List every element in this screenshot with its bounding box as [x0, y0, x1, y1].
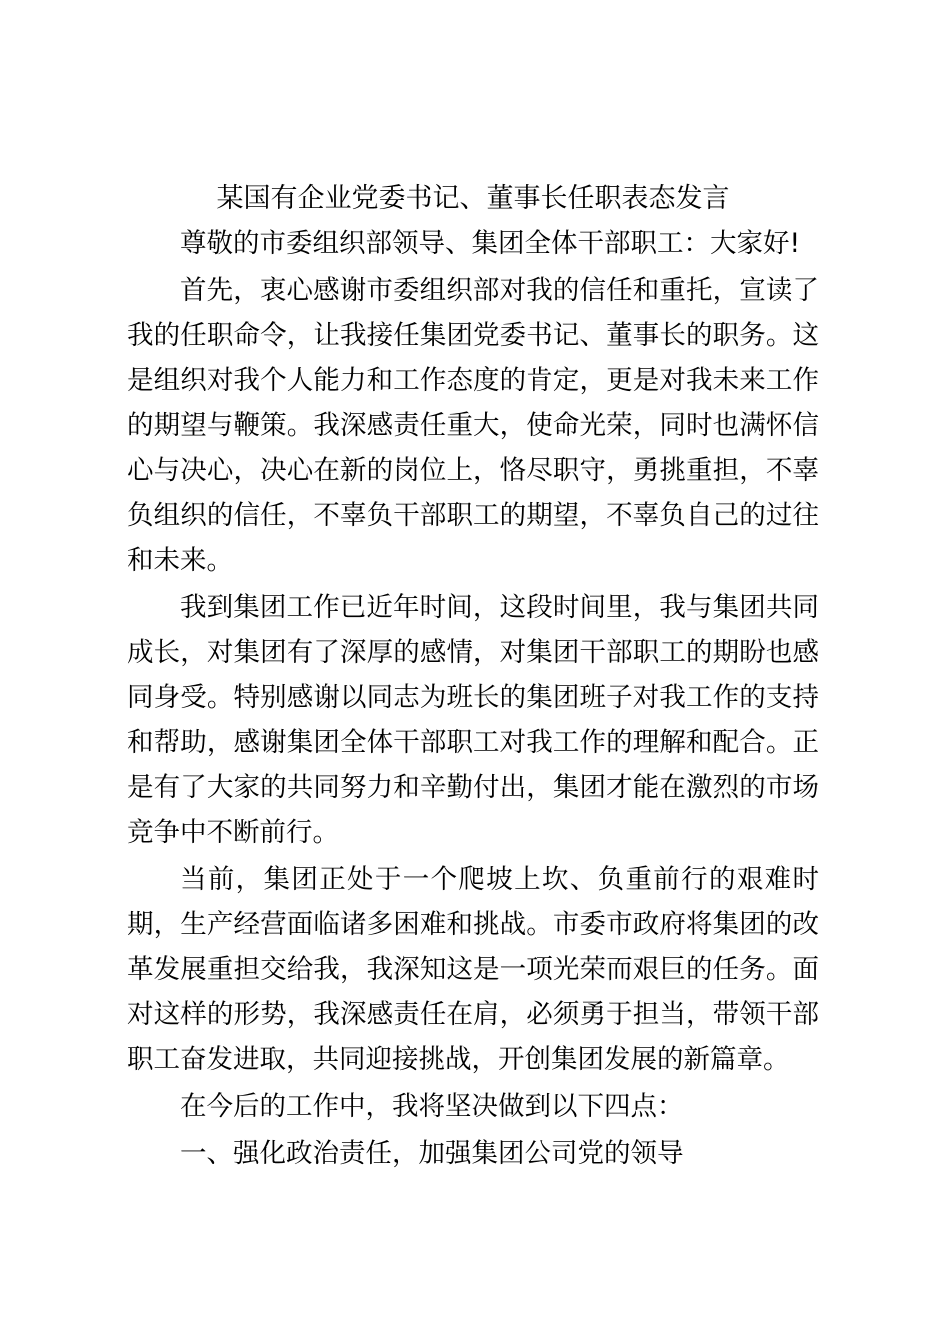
- document-body: [127, 176, 819, 1176]
- paragraph-current-situation: 当前，集团正处于一个爬坡上坎、负重前行的艰难时期，生产经营面临诸多困难和挑战。市委市政府将集团的改革发展重担交给我，我深知这是一项光荣而艰巨的任务。面对这样的形势，我深感责任在肩，必须勇于担当，带领干部职工奋发进取，共同迎接挑战，开创集团发展的新篇章。: [127, 864, 819, 1075]
- paragraph-gratitude: 首先，衷心感谢市委组织部对我的信任和重托，宣读了我的任职命令，让我接任集团党委书记、董事长的职务。这是组织对我个人能力和工作态度的肯定，更是对我未来工作的期望与鞭策。我深感责任重大，使命光荣，同时也满怀信心与决心，决心在新的岗位上，恪尽职守，勇挑重担，不辜负组织的信任，不辜负干部职工的期望，不辜负自己的过往和未来。: [127, 275, 819, 576]
- paragraph-experience: 我到集团工作已近年时间，这段时间里，我与集团共同成长，对集团有了深厚的感情，对集团干部职工的期盼也感同身受。特别感谢以同志为班长的集团班子对我工作的支持和帮助，感谢集团全体干部职工对我工作的理解和配合。正是有了大家的共同努力和辛勤付出，集团才能在激烈的市场竞争中不断前行。: [127, 592, 819, 848]
- document-title: 某国有企业党委书记、董事长任职表态发言: [216, 183, 730, 214]
- greeting-paragraph: 尊敬的市委组织部领导、集团全体干部职工：大家好!: [180, 228, 801, 259]
- section-heading-1: 一、强化政治责任，加强集团公司党的领导: [180, 1138, 684, 1169]
- paragraph-commitments-intro: 在今后的工作中，我将坚决做到以下四点：: [180, 1091, 684, 1122]
